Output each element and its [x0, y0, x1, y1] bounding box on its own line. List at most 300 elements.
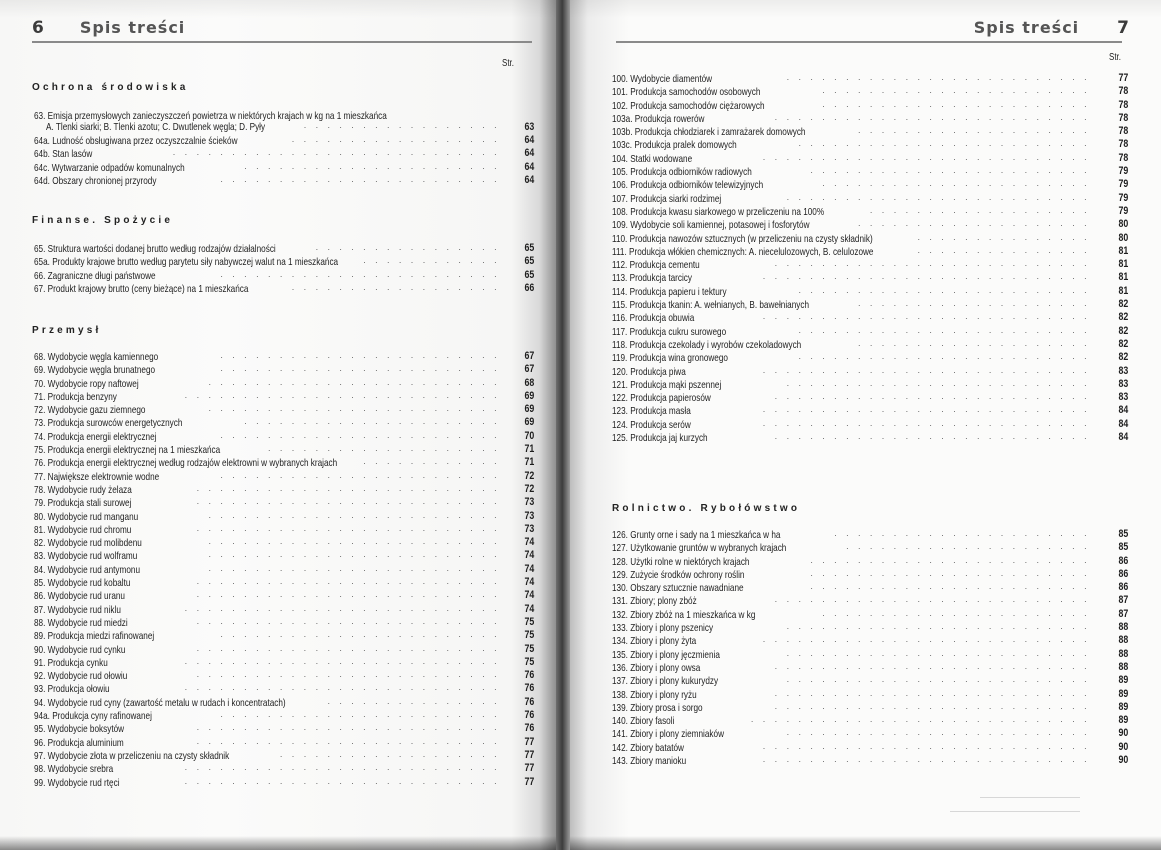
leader-dots: .........................: [208, 562, 506, 573]
leader-dots: ...........................: [774, 700, 1096, 711]
toc-entry-text: Zagraniczne długi państwowe: [47, 269, 156, 282]
toc-page-number: 83: [1118, 377, 1128, 390]
toc-entry-number: 64a.: [34, 135, 50, 147]
toc-page-number: 77: [524, 735, 534, 748]
toc-entry-text: Produkcja papieru i tektury: [629, 285, 727, 298]
toc-page-number: 65: [524, 242, 534, 254]
toc-entry-text: Produkty krajowe brutto według parytetu siły nabywczej walut na 1 mieszkańca: [52, 256, 339, 269]
toc-entry[interactable]: [34, 723, 534, 736]
toc-entry[interactable]: [34, 617, 534, 630]
toc-page-number: 89: [1118, 674, 1128, 687]
toc-entry[interactable]: [612, 569, 1128, 582]
toc-entry-number: 143.: [612, 755, 628, 768]
leader-dots: ..........................: [196, 589, 506, 600]
toc-entry-number: 140.: [612, 715, 628, 728]
toc-entry[interactable]: [612, 100, 1128, 113]
toc-entry-text: Zbiory zbóż na 1 mieszkańca w kg: [630, 608, 756, 621]
toc-page-number: 69: [524, 403, 534, 416]
toc-entry-text: Produkcja obuwia: [629, 312, 695, 325]
toc-entry-title: [612, 432, 708, 444]
toc-entry-number: 86.: [34, 590, 46, 603]
toc-page-number: 71: [524, 443, 534, 456]
leader-dots: ...........................: [184, 655, 506, 666]
toc-entry-number: 109.: [612, 219, 628, 232]
toc-entry-text: Zbiory prosa i sorgo: [630, 701, 703, 714]
toc-entry-number: 76.: [34, 457, 46, 470]
toc-entry-number: 103b.: [612, 126, 633, 139]
toc-entry[interactable]: [34, 777, 534, 790]
toc-entry[interactable]: [612, 609, 1128, 622]
leader-dots: .......................: [822, 98, 1096, 109]
toc-entry[interactable]: [34, 710, 534, 723]
toc-page-number: 74: [524, 576, 534, 589]
toc-entry[interactable]: [34, 630, 534, 643]
toc-entry[interactable]: [34, 444, 534, 457]
leader-dots: ..........................: [196, 669, 506, 680]
toc-entry[interactable]: [612, 246, 1128, 259]
toc-entry-text: Największe elektrownie wodne: [47, 470, 160, 483]
toc-entry-number: 126.: [612, 529, 628, 541]
toc-entry-text: Zbiory manioku: [630, 755, 687, 768]
section-title: Ochrona środowiska: [32, 82, 189, 93]
toc-entry-title: [612, 609, 755, 621]
toc-entry[interactable]: [34, 577, 534, 590]
leader-dots: ............................: [762, 271, 1096, 282]
toc-entry-text: Wydobycie rud molibdenu: [47, 537, 142, 550]
leader-dots: ......................: [834, 528, 1096, 538]
toc-entry-title: [34, 378, 139, 390]
toc-entry-number: 83.: [34, 550, 46, 563]
toc-entry[interactable]: [34, 431, 534, 444]
toc-page-number: 80: [1118, 231, 1128, 244]
toc-entry[interactable]: [34, 763, 534, 776]
toc-entry-text: Produkcja samochodów osobowych: [630, 86, 761, 99]
toc-entry-text: Produkcja rowerów: [634, 112, 705, 125]
toc-entry-text: Produkcja odbiorników radiowych: [630, 166, 752, 179]
toc-entry-title: [612, 153, 692, 165]
toc-entry-title: [34, 457, 337, 469]
toc-entry-text: Produkcja piwa: [630, 365, 686, 378]
toc-page-number: 74: [524, 589, 534, 602]
toc-entry[interactable]: [612, 179, 1128, 192]
toc-entry[interactable]: [34, 162, 534, 175]
toc-entry[interactable]: [612, 392, 1128, 405]
toc-entry-text: Produkcja wina gronowego: [629, 352, 728, 365]
toc-entry-text: Wydobycie rud kobaltu: [47, 577, 131, 590]
toc-list: [34, 243, 534, 296]
toc-entry-title: [612, 529, 780, 541]
toc-entry-title: [612, 392, 711, 404]
toc-page-number: 75: [524, 642, 534, 655]
leader-dots: ....................: [857, 337, 1096, 348]
toc-entry[interactable]: [612, 675, 1128, 688]
toc-entry[interactable]: [612, 662, 1128, 675]
toc-entry[interactable]: [34, 644, 534, 657]
toc-entry[interactable]: [34, 564, 534, 577]
toc-entry[interactable]: [612, 702, 1128, 715]
toc-page-number: 78: [1118, 98, 1128, 111]
toc-entry-text: Produkcja jaj kurzych: [630, 432, 708, 445]
toc-page-number: 80: [1118, 218, 1128, 231]
toc-entry-text: Produkcja benzyny: [47, 390, 117, 403]
toc-page-number: 74: [524, 549, 534, 562]
toc-entry-title: [612, 419, 691, 431]
toc-entry[interactable]: [34, 270, 534, 283]
toc-entry-text: Struktura wartości dodanej brutto według rodzajów działalności: [47, 243, 276, 255]
toc-entry-number: 64d.: [34, 174, 50, 187]
toc-entry[interactable]: [34, 484, 534, 497]
leader-dots: ...........................: [184, 389, 506, 400]
toc-entry-number: 125.: [612, 432, 628, 445]
toc-entry-text: Produkcja stali surowej: [47, 497, 132, 510]
toc-entry[interactable]: [612, 86, 1128, 99]
leader-dots: ..........................: [196, 735, 506, 746]
toc-page-number: 77: [524, 748, 534, 761]
leader-dots: .........................: [208, 376, 506, 387]
toc-entry[interactable]: [34, 697, 534, 710]
toc-entry-title: [612, 569, 744, 581]
leader-dots: ............................: [762, 404, 1096, 415]
toc-entry[interactable]: [34, 670, 534, 683]
toc-entry-text: Produkcja kwasu siarkowego w przeliczeniu na 100%: [630, 205, 825, 218]
leader-dots: .......................: [822, 85, 1096, 96]
toc-entry-number: 129.: [612, 568, 628, 581]
toc-entry-title: [34, 148, 92, 160]
leader-dots: ..........................: [786, 621, 1096, 632]
toc-entry[interactable]: [34, 351, 534, 364]
page-shadow: [570, 836, 1161, 850]
toc-entry-text: Wydobycie złota w przeliczeniu na czysty składnik: [47, 749, 230, 762]
toc-page-number: 75: [524, 615, 534, 628]
toc-page-number: 65: [524, 268, 534, 281]
leader-dots: ............................: [762, 364, 1096, 375]
toc-entry[interactable]: [612, 542, 1128, 555]
toc-page-number: 74: [524, 562, 534, 575]
toc-entry-number: 105.: [612, 166, 628, 179]
leader-dots: ..........................: [196, 642, 506, 653]
page-column-label: Str.: [501, 58, 514, 69]
toc-page-number: 76: [524, 695, 534, 708]
toc-entry-title: [34, 391, 117, 403]
toc-page-number: 75: [524, 629, 534, 642]
toc-page-number: 67: [524, 350, 534, 362]
toc-entry-number: 115.: [612, 299, 628, 312]
toc-entry[interactable]: [34, 511, 534, 524]
toc-entry-text: Produkcja czekolady i wyrobów czekoladowych: [629, 338, 802, 351]
section-title: Finanse. Spożycie: [32, 215, 174, 226]
toc-entry-text: Produkcja pralek domowych: [634, 139, 737, 152]
leader-dots: .........................: [798, 284, 1096, 295]
toc-entry-text: Produkcja energii elektrycznej na 1 mieszkańca: [47, 444, 221, 457]
toc-entry[interactable]: [612, 219, 1128, 232]
toc-entry-number: 87.: [34, 603, 46, 616]
toc-entry-title: [34, 723, 124, 735]
section-title: Rolnictwo. Rybołówstwo: [612, 503, 801, 514]
toc-entry[interactable]: [612, 259, 1128, 272]
toc-entry-number: 110.: [612, 232, 628, 245]
toc-entry[interactable]: [34, 750, 534, 763]
toc-page-number: 76: [524, 669, 534, 682]
toc-entry[interactable]: [34, 417, 534, 430]
toc-entry-number: 63.: [34, 110, 46, 122]
toc-entry-title: [612, 272, 692, 284]
toc-entry-text: Grunty orne i sady na 1 mieszkańca w ha: [630, 529, 781, 541]
toc-page-number: 85: [1118, 541, 1128, 554]
toc-entry-title: [34, 750, 229, 762]
toc-entry[interactable]: [612, 379, 1128, 392]
toc-entry-text: Wydobycie rud miedzi: [47, 616, 128, 629]
toc-entry[interactable]: [34, 378, 534, 391]
toc-entry-text: Wydobycie gazu ziemnego: [47, 404, 146, 417]
toc-entry[interactable]: [612, 193, 1128, 206]
toc-entry[interactable]: [612, 272, 1128, 285]
toc-entry-number: 79.: [34, 497, 46, 510]
toc-entry-title: [34, 471, 159, 483]
toc-entry-number: 74.: [34, 430, 46, 443]
toc-entry[interactable]: [34, 391, 534, 404]
toc-entry-text: Produkcja cementu: [629, 259, 700, 272]
toc-entry-text: Użytki rolne w niektórych krajach: [630, 555, 750, 568]
leader-dots: ..................: [291, 281, 506, 292]
toc-entry-text: Zbiory i plony ziemniaków: [630, 728, 724, 741]
toc-entry[interactable]: [612, 715, 1128, 728]
toc-page-number: 72: [524, 482, 534, 495]
toc-entry[interactable]: [612, 755, 1128, 768]
toc-entry-number: 99.: [34, 776, 46, 789]
toc-entry-text: Zbiory i plony pszenicy: [630, 622, 714, 635]
toc-entry-text: Wydobycie boksytów: [47, 723, 125, 736]
toc-entry-title: [612, 326, 726, 338]
toc-entry-number: 132.: [612, 608, 628, 621]
toc-entry[interactable]: [34, 497, 534, 510]
toc-entry[interactable]: [612, 113, 1128, 126]
toc-entry[interactable]: [34, 148, 534, 161]
toc-page-number: 72: [524, 469, 534, 482]
page-number: 6: [32, 18, 44, 38]
leader-dots: ........................: [220, 268, 506, 279]
toc-entry-number: 114.: [612, 285, 628, 298]
toc-entry-number: 118.: [612, 338, 628, 351]
header-rule: [616, 41, 1122, 43]
toc-entry-title: [612, 366, 686, 378]
toc-entry-text: Wydobycie rud cynku: [47, 643, 126, 656]
page-column-label: Str.: [1108, 52, 1121, 63]
toc-entry-number: 102.: [612, 99, 628, 112]
bleed-through-mark: [980, 797, 1080, 798]
left-page: [0, 0, 556, 850]
toc-entry[interactable]: [34, 683, 534, 696]
toc-entry[interactable]: [612, 73, 1128, 86]
toc-entry[interactable]: [612, 635, 1128, 648]
leader-dots: ....................: [267, 443, 506, 454]
leader-dots: .............................: [750, 714, 1096, 725]
toc-entry-text: Obszary sztucznie nawadniane: [630, 582, 744, 595]
toc-entry-text: Zbiory i plony kukurydzy: [630, 675, 719, 688]
toc-page-number: 89: [1118, 700, 1128, 713]
toc-entry[interactable]: [612, 622, 1128, 635]
toc-entry[interactable]: [34, 110, 534, 135]
leader-dots: .................: [303, 120, 506, 130]
toc-entry-text: Obszary chronionej przyrody: [52, 174, 157, 187]
toc-entry-title: [34, 630, 154, 642]
toc-entry-text: Produkcja energii elektrycznej: [47, 430, 157, 443]
toc-page-number: 64: [524, 160, 534, 173]
leader-dots: ...........................: [774, 594, 1096, 605]
toc-entry[interactable]: [34, 404, 534, 417]
toc-entry[interactable]: [612, 312, 1128, 325]
toc-entry-title: [612, 728, 724, 740]
leader-dots: .......................: [822, 607, 1096, 618]
page-header: [974, 18, 1129, 40]
toc-entry-number: 137.: [612, 675, 628, 688]
toc-entry-text: Wydobycie rud antymonu: [47, 563, 141, 576]
toc-entry[interactable]: [34, 524, 534, 537]
toc-entry[interactable]: [34, 175, 534, 188]
toc-entry-title: [612, 715, 674, 727]
toc-page-number: 63: [524, 121, 534, 133]
toc-entry-text: Produkcja mąki pszennej: [630, 378, 722, 391]
toc-entry-title: [34, 577, 130, 589]
toc-entry-text: Wydobycie węgla brunatnego: [47, 364, 156, 377]
toc-entry-text: Zbiory i plony owsa: [630, 661, 701, 674]
toc-entry[interactable]: [34, 550, 534, 563]
toc-entry[interactable]: [612, 689, 1128, 702]
leader-dots: .........................: [798, 138, 1096, 149]
toc-entry[interactable]: [612, 206, 1128, 219]
toc-entry-number: 122.: [612, 392, 628, 405]
leader-dots: ........................: [220, 429, 506, 440]
toc-page-number: 78: [1118, 138, 1128, 151]
toc-entry[interactable]: [612, 432, 1128, 445]
toc-entry[interactable]: [612, 529, 1128, 542]
toc-entry[interactable]: [34, 604, 534, 617]
toc-entry[interactable]: [612, 595, 1128, 608]
toc-entry[interactable]: [612, 419, 1128, 432]
toc-page-number: 86: [1118, 554, 1128, 567]
toc-entry[interactable]: [34, 537, 534, 550]
toc-entry[interactable]: [612, 233, 1128, 246]
toc-entry-number: 117.: [612, 325, 628, 338]
toc-entry-text: Zbiory fasoli: [630, 715, 675, 728]
toc-entry[interactable]: [34, 283, 534, 296]
toc-entry[interactable]: [612, 339, 1128, 352]
toc-entry[interactable]: [612, 728, 1128, 741]
toc-entry-title: [612, 662, 700, 674]
toc-entry-text: Produkcja serów: [630, 418, 691, 431]
toc-page-number: 67: [524, 363, 534, 376]
toc-entry-number: 81.: [34, 523, 46, 536]
toc-entry[interactable]: [34, 135, 534, 148]
toc-page-number: 79: [1118, 165, 1128, 178]
toc-page-number: 82: [1118, 337, 1128, 350]
toc-entry[interactable]: [34, 657, 534, 670]
toc-page-number: 75: [524, 655, 534, 668]
toc-entry-number: 64b.: [34, 148, 50, 161]
leader-dots: ............: [363, 255, 506, 266]
toc-entry[interactable]: [612, 742, 1128, 755]
toc-page-number: 64: [524, 147, 534, 160]
leader-dots: ........................: [810, 581, 1096, 592]
toc-entry[interactable]: [612, 582, 1128, 595]
toc-entry[interactable]: [612, 556, 1128, 569]
toc-entry[interactable]: [612, 166, 1128, 179]
leader-dots: .......................: [822, 178, 1096, 189]
toc-page-number: 89: [1118, 687, 1128, 700]
toc-entry[interactable]: [612, 286, 1128, 299]
toc-entry[interactable]: [612, 126, 1128, 139]
toc-entry-number: 77.: [34, 470, 46, 483]
toc-page-number: 78: [1118, 151, 1128, 164]
section-title: Przemysł: [32, 325, 102, 336]
toc-page-number: 81: [1118, 284, 1128, 297]
leader-dots: ..........................: [196, 522, 506, 533]
toc-page-number: 90: [1118, 754, 1128, 767]
toc-entry[interactable]: [612, 139, 1128, 152]
toc-entry-number: 90.: [34, 643, 46, 656]
toc-entry-title: [34, 670, 127, 682]
leader-dots: ..........................: [196, 722, 506, 733]
toc-list: [34, 351, 534, 790]
toc-entry[interactable]: [612, 649, 1128, 662]
toc-entry-text: Zbiory batatów: [630, 741, 684, 754]
toc-entry-number: 94.: [34, 696, 46, 709]
toc-entry[interactable]: [34, 471, 534, 484]
leader-dots: ........................: [220, 350, 506, 360]
leader-dots: ...............: [917, 231, 1096, 242]
toc-entry-title: [612, 755, 686, 767]
toc-entry-text: Produkcja tarcicy: [629, 272, 692, 285]
toc-entry-number: 108.: [612, 205, 628, 218]
toc-entry-number: 89.: [34, 630, 46, 643]
toc-entry[interactable]: [34, 364, 534, 377]
toc-entry-number: 67.: [34, 282, 46, 295]
toc-entry-title: [612, 689, 697, 701]
leader-dots: ...........................: [184, 682, 506, 693]
toc-entry-title: [612, 113, 704, 125]
leader-dots: ............................: [762, 417, 1096, 428]
toc-entry[interactable]: [612, 405, 1128, 418]
toc-page-number: 73: [524, 496, 534, 509]
toc-entry[interactable]: [34, 737, 534, 750]
toc-entry[interactable]: [34, 590, 534, 603]
toc-entry-title: [612, 339, 801, 351]
toc-entry[interactable]: [34, 243, 534, 256]
toc-entry[interactable]: [34, 256, 534, 269]
toc-entry[interactable]: [34, 457, 534, 470]
toc-entry[interactable]: [612, 366, 1128, 379]
toc-entry-title: [612, 246, 873, 258]
toc-entry[interactable]: [612, 299, 1128, 312]
toc-entry[interactable]: [612, 326, 1128, 339]
toc-entry-number: 84.: [34, 563, 46, 576]
toc-page-number: 87: [1118, 594, 1128, 607]
leader-dots: ..........................: [786, 191, 1096, 202]
toc-entry-number: 130.: [612, 582, 628, 595]
leader-dots: ...............: [917, 244, 1096, 255]
toc-entry-text: Wydobycie rudy żelaza: [47, 483, 132, 496]
toc-page-number: 85: [1118, 528, 1128, 540]
leader-dots: .........................: [208, 509, 506, 520]
toc-entry[interactable]: [612, 153, 1128, 166]
toc-entry[interactable]: [612, 352, 1128, 365]
leader-dots: ..........................: [196, 576, 506, 587]
leader-dots: ........................: [220, 709, 506, 720]
toc-entry-title: [34, 431, 156, 443]
toc-entry-title: [34, 564, 140, 576]
leader-dots: ........................: [220, 173, 506, 184]
toc-entry-title: [612, 233, 873, 245]
toc-entry-number: 136.: [612, 661, 628, 674]
